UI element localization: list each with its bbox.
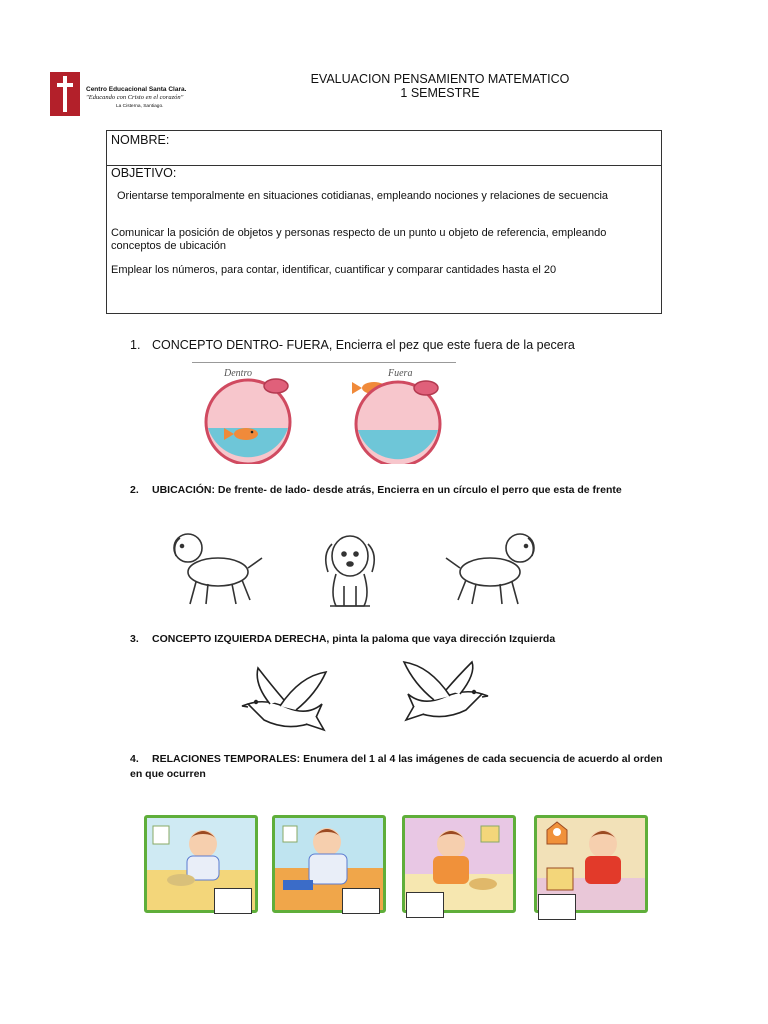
question-1 [130,338,575,352]
school-motto: "Educando con Cristo en el corazón" [86,94,184,101]
objective-label: OBJETIVO: [111,166,177,180]
answer-box-2[interactable] [342,888,380,914]
question-text: UBICACIÓN: De frente- de lado- desde atrás, Encierra en un círculo el perro que esta de frente [152,484,622,496]
dove-facing-right[interactable] [404,662,488,720]
question-number: 3. [130,633,139,645]
dog-side-left[interactable] [174,534,262,604]
question-number: 1. [130,338,141,352]
title-line-2: 1 SEMESTRE [400,86,480,100]
name-row[interactable] [107,131,661,166]
name-label: NOMBRE: [111,133,170,147]
answer-box-4[interactable] [538,894,576,920]
question-4 [130,752,666,782]
question-number: 4. [130,753,139,765]
label-inside: Dentro [224,368,252,379]
dog-front[interactable] [326,536,375,606]
fishbowl-illustration [192,362,456,462]
answer-box-1[interactable] [214,888,252,914]
objective-3: Emplear los números, para contar, identificar, cuantificar y comparar cantidades hasta el 20 [111,264,557,276]
page-title [250,72,630,100]
cross-emblem [50,72,80,116]
objective-1: Orientarse temporalmente en situaciones cotidianas, empleando nociones y relaciones de secuencia [117,190,609,202]
question-number: 2. [130,484,139,496]
question-text: CONCEPTO IZQUIERDA DERECHA, pinta la paloma que vaya dirección Izquierda [152,633,556,645]
student-info-box [106,130,662,314]
school-name: Centro Educacional Santa Clara. [86,86,187,93]
doves-illustration [240,660,490,738]
dog-side-right[interactable] [446,534,534,604]
question-3 [130,632,660,647]
title-line-1: EVALUACION PENSAMIENTO MATEMATICO [310,72,570,86]
objective-2: Comunicar la posición de objetos y personas respecto de un punto u objeto de referencia, empleando conceptos de ubicación [111,227,607,252]
question-text: CONCEPTO DENTRO- FUERA, Encierra el pez que este fuera de la pecera [152,338,575,352]
dove-facing-left[interactable] [242,668,326,730]
divider-line [192,362,456,363]
question-2 [130,483,660,498]
answer-box-3[interactable] [406,892,444,918]
label-outside: Fuera [388,368,413,379]
fishbowl-inside[interactable] [206,379,290,464]
school-location: La Cisterna, Santiago. [116,104,164,109]
question-text: RELACIONES TEMPORALES: Enumera del 1 al 4 las imágenes de cada secuencia de acuerdo al orden en que ocurren [130,753,663,780]
dogs-illustration [160,526,560,612]
school-logo [50,72,240,118]
fishbowl-empty [356,381,440,464]
